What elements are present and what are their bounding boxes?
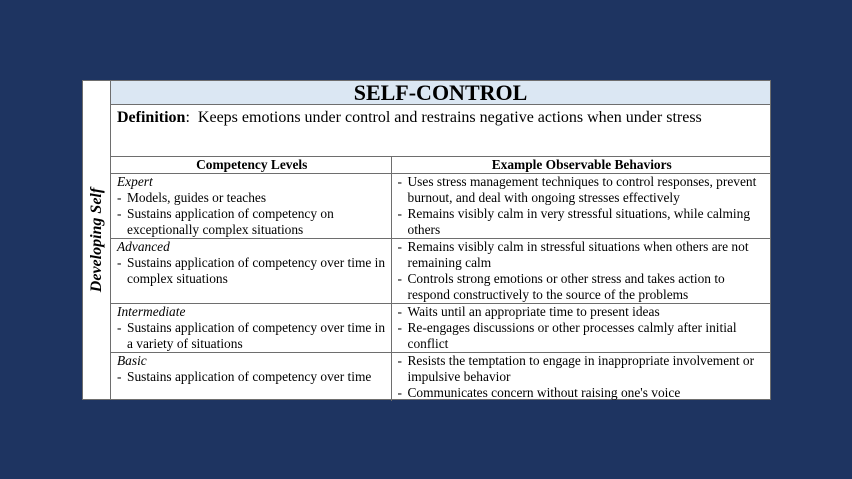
side-category	[83, 81, 111, 399]
column-header-behaviors: Example Observable Behaviors	[391, 157, 770, 174]
definition-text: Keeps emotions under control and restrains negative actions when under stress	[197, 109, 702, 126]
behaviors-cell	[391, 174, 770, 239]
behaviors-cell	[391, 353, 770, 402]
level-name: Basic	[117, 353, 147, 368]
list-item: - Resists the temptation to engage in inappropriate involvement or impulsive behavior	[398, 353, 767, 385]
competency-cell	[111, 353, 391, 402]
list-item: - Re-engages discussions or other processes calmly after initial conflict	[398, 320, 767, 352]
page-title: SELF-CONTROL	[111, 81, 770, 105]
column-header-levels: Competency Levels	[111, 157, 391, 174]
list-item: - Sustains application of competency on exceptionally complex situations	[117, 206, 387, 238]
behaviors-cell	[391, 239, 770, 304]
definition-label: Definition	[117, 109, 186, 126]
list-item: - Sustains application of competency over time in complex situations	[117, 255, 387, 287]
competency-card	[82, 80, 771, 400]
table-row	[111, 353, 770, 402]
competency-table-area	[111, 81, 770, 399]
table-row	[111, 239, 770, 304]
list-item: - Remains visibly calm in stressful situations when others are not remaining calm	[398, 239, 767, 271]
level-name: Expert	[117, 174, 153, 189]
list-item: - Sustains application of competency over time in a variety of situations	[117, 320, 387, 352]
competency-table	[111, 157, 770, 401]
list-item: - Sustains application of competency over time	[117, 369, 387, 385]
table-row	[111, 174, 770, 239]
competency-cell	[111, 239, 391, 304]
competency-cell	[111, 174, 391, 239]
level-name: Advanced	[117, 239, 170, 254]
behaviors-cell	[391, 304, 770, 353]
definition-row: Definition: Keeps emotions under control and restrains negative actions when under stress	[111, 105, 770, 157]
list-item: - Models, guides or teaches	[117, 190, 387, 206]
list-item: - Waits until an appropriate time to present ideas	[398, 304, 767, 320]
competency-cell	[111, 304, 391, 353]
table-row	[111, 304, 770, 353]
level-name: Intermediate	[117, 304, 186, 319]
side-category-label: Developing Self	[87, 187, 105, 293]
list-item: - Controls strong emotions or other stress and takes action to respond constructively to the source of the problems	[398, 271, 767, 303]
list-item: - Communicates concern without raising one's voice	[398, 385, 767, 401]
list-item: - Uses stress management techniques to control responses, prevent burnout, and deal with ongoing stresses effectively	[398, 174, 767, 206]
list-item: - Remains visibly calm in very stressful situations, while calming others	[398, 206, 767, 238]
